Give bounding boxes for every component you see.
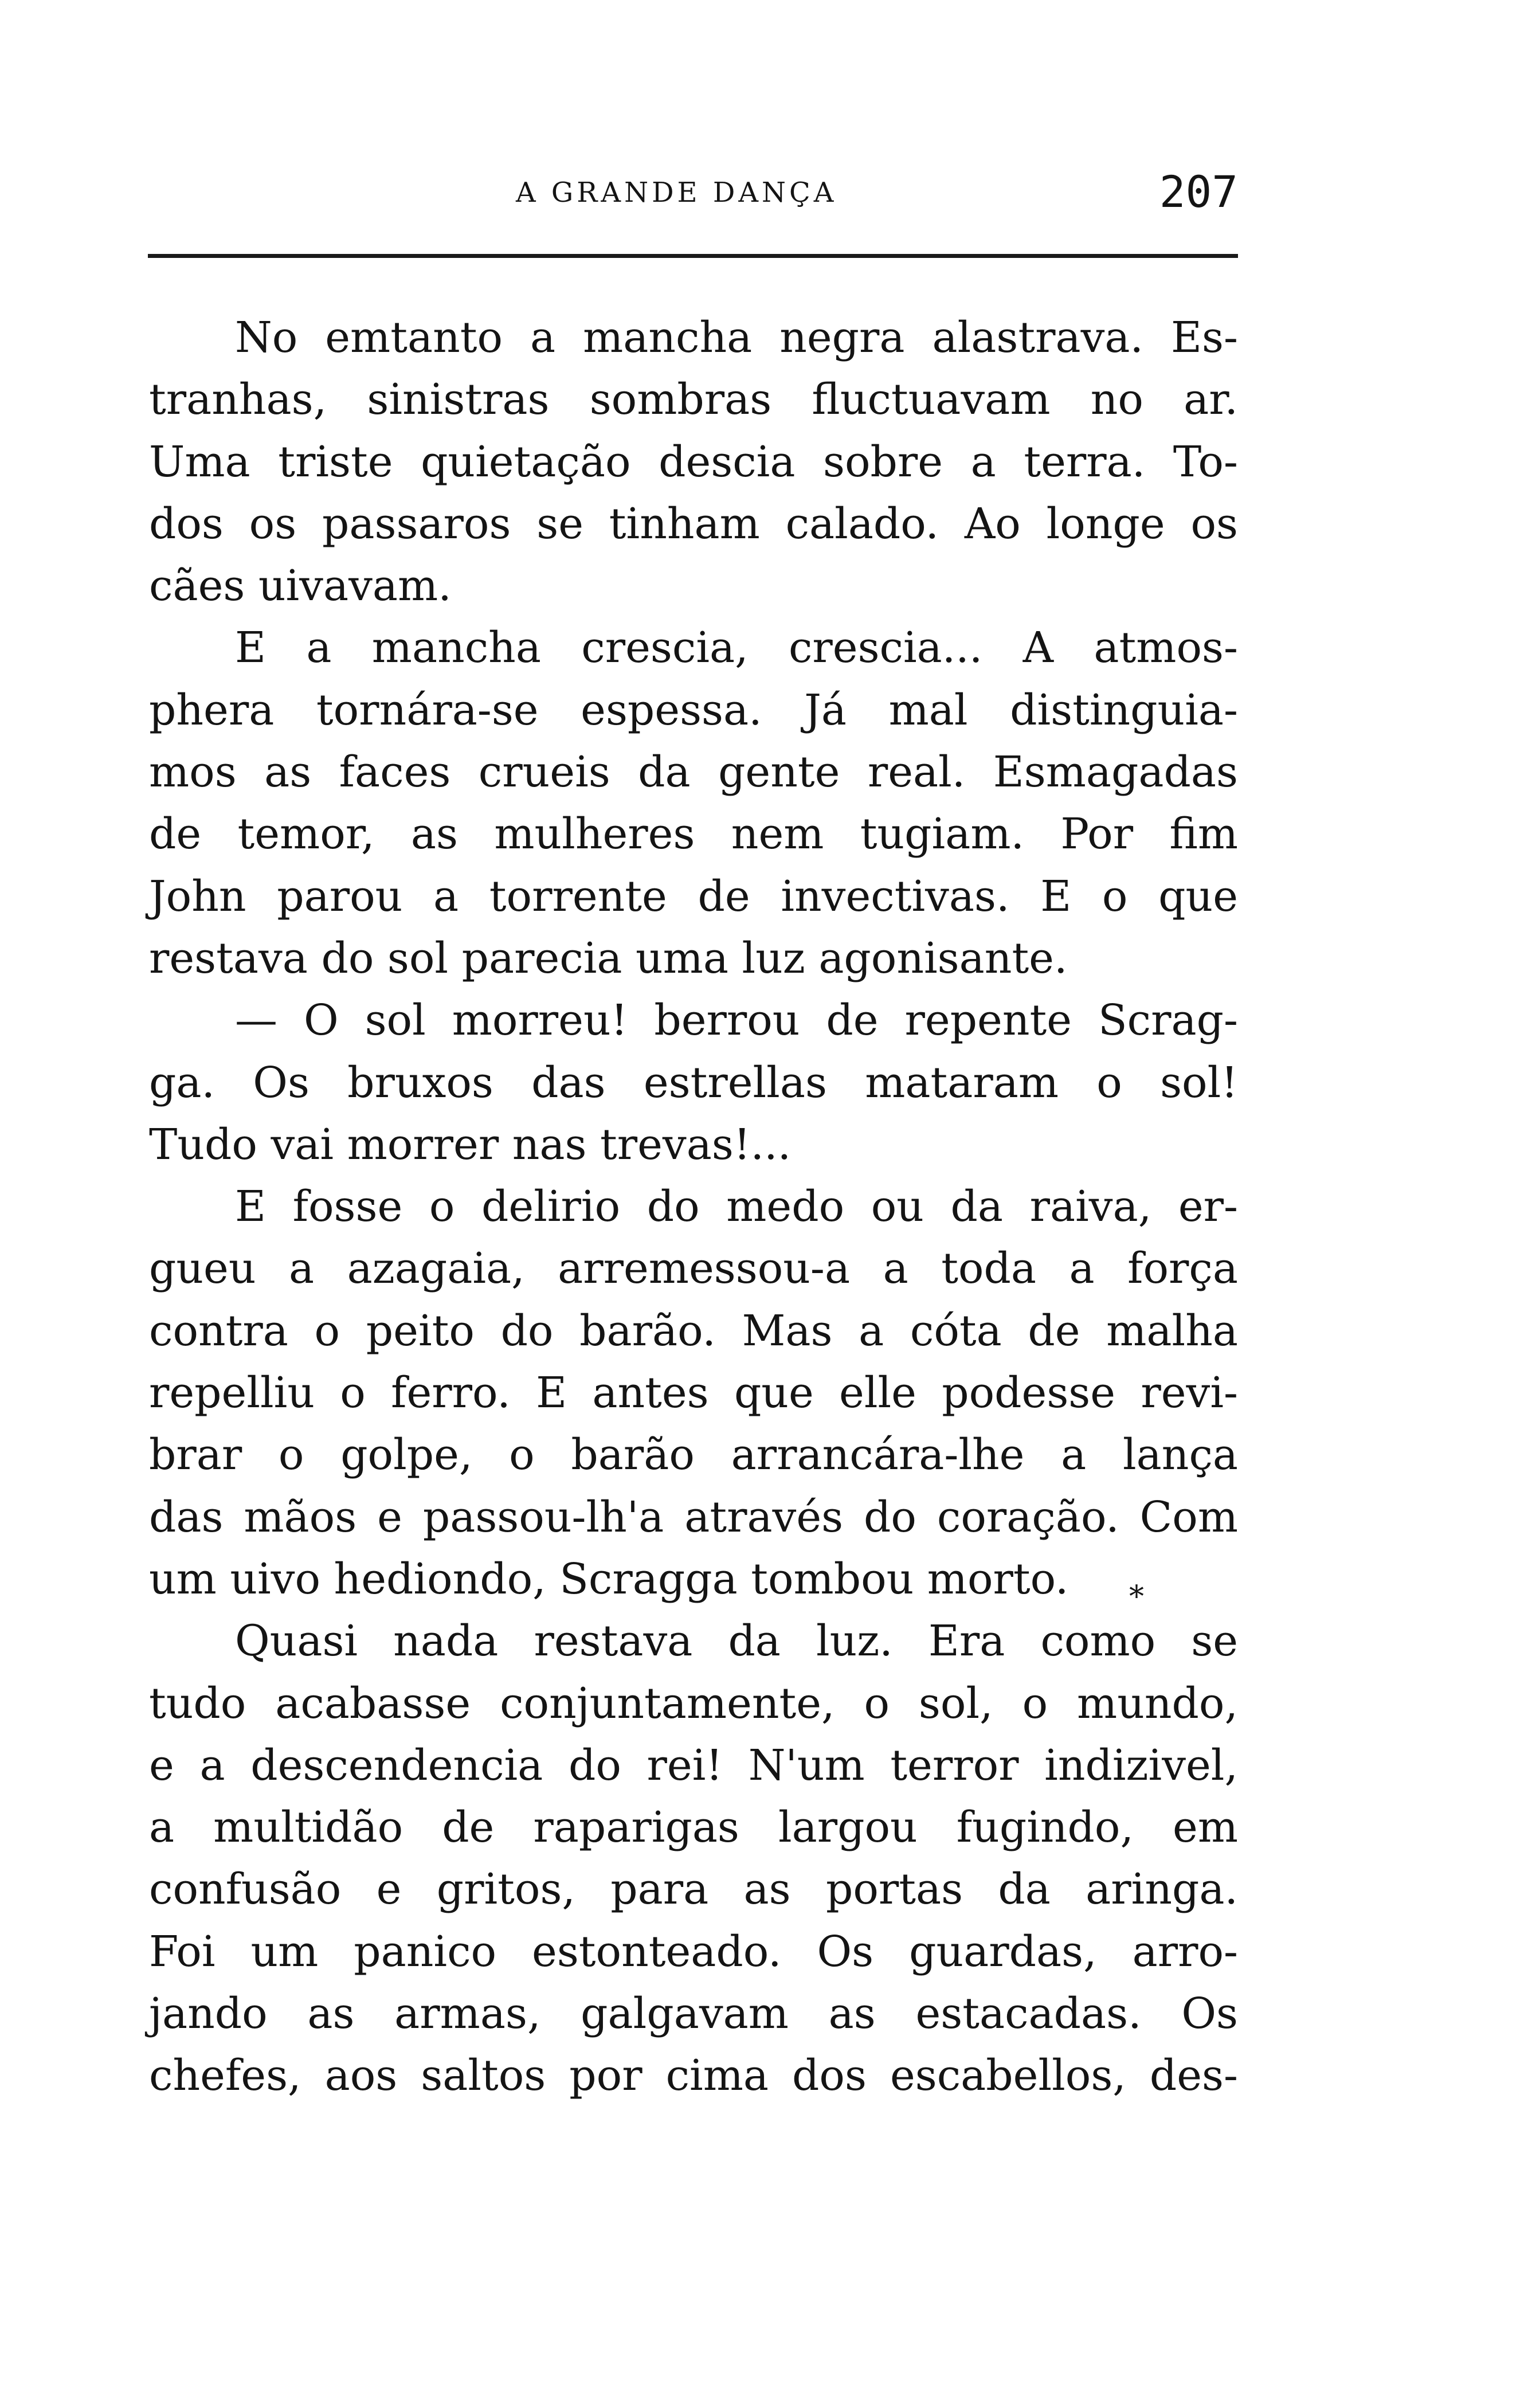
- text-line: Quasi nada restava da luz. Era como se: [235, 1616, 1238, 1666]
- signature-mark: *: [1129, 1580, 1144, 1614]
- header-rule: [148, 254, 1238, 258]
- text-line: a multidão de raparigas largou fugindo, em: [149, 1803, 1238, 1853]
- text-line: gueu a azagaia, arremessou-a a toda a força: [149, 1244, 1238, 1294]
- text-line: restava do sol parecia uma luz agonisante.: [149, 933, 1068, 983]
- page-number: 207: [1159, 166, 1238, 217]
- text-line: jando as armas, galgavam as estacadas. Os: [149, 1989, 1238, 2039]
- text-line: phera tornára-se espessa. Já mal distinguia-: [149, 685, 1238, 735]
- text-line: E fosse o delirio do medo ou da raiva, er-: [235, 1182, 1238, 1232]
- text-line: Uma triste quietação descia sobre a terra. To-: [149, 437, 1238, 487]
- text-line: de temor, as mulheres nem tugiam. Por fim: [149, 809, 1238, 859]
- text-line: Foi um panico estonteado. Os guardas, arro-: [149, 1927, 1238, 1976]
- page-header: [149, 166, 1238, 229]
- text-line: cães uivavam.: [149, 561, 452, 611]
- text-line: e a descendencia do rei! N'um terror indizivel,: [149, 1740, 1238, 1790]
- text-line: ga. Os bruxos das estrellas mataram o sol!: [149, 1058, 1238, 1107]
- text-line: No emtanto a mancha negra alastrava. Es-: [235, 313, 1238, 362]
- text-line: tudo acabasse conjuntamente, o sol, o mundo,: [149, 1678, 1238, 1728]
- text-line: chefes, aos saltos por cima dos escabellos, des-: [149, 2051, 1238, 2101]
- text-line: um uivo hediondo, Scragga tombou morto.: [149, 1554, 1069, 1604]
- text-line: mos as faces crueis da gente real. Esmagadas: [149, 747, 1238, 797]
- text-line: das mãos e passou-lh'a através do coração. Com: [149, 1492, 1238, 1542]
- body-text: [149, 307, 1238, 2107]
- running-title: A GRANDE DANÇA: [516, 177, 837, 209]
- text-line: brar o golpe, o barão arrancára-lhe a lança: [149, 1430, 1238, 1480]
- text-line: dos os passaros se tinham calado. Ao longe os: [149, 499, 1238, 549]
- text-line: confusão e gritos, para as portas da aringa.: [149, 1865, 1238, 1914]
- text-line: John parou a torrente de invectivas. E o que: [149, 871, 1238, 921]
- text-line: tranhas, sinistras sombras fluctuavam no ar.: [149, 375, 1238, 425]
- text-line: contra o peito do barão. Mas a cóta de malha: [149, 1306, 1238, 1356]
- text-line: repelliu o ferro. E antes que elle podesse revi-: [149, 1368, 1238, 1418]
- text-line: — O sol morreu! berrou de repente Scrag-: [235, 996, 1238, 1046]
- text-line: E a mancha crescia, crescia... A atmos-: [235, 623, 1238, 673]
- text-line: Tudo vai morrer nas trevas!...: [149, 1119, 792, 1169]
